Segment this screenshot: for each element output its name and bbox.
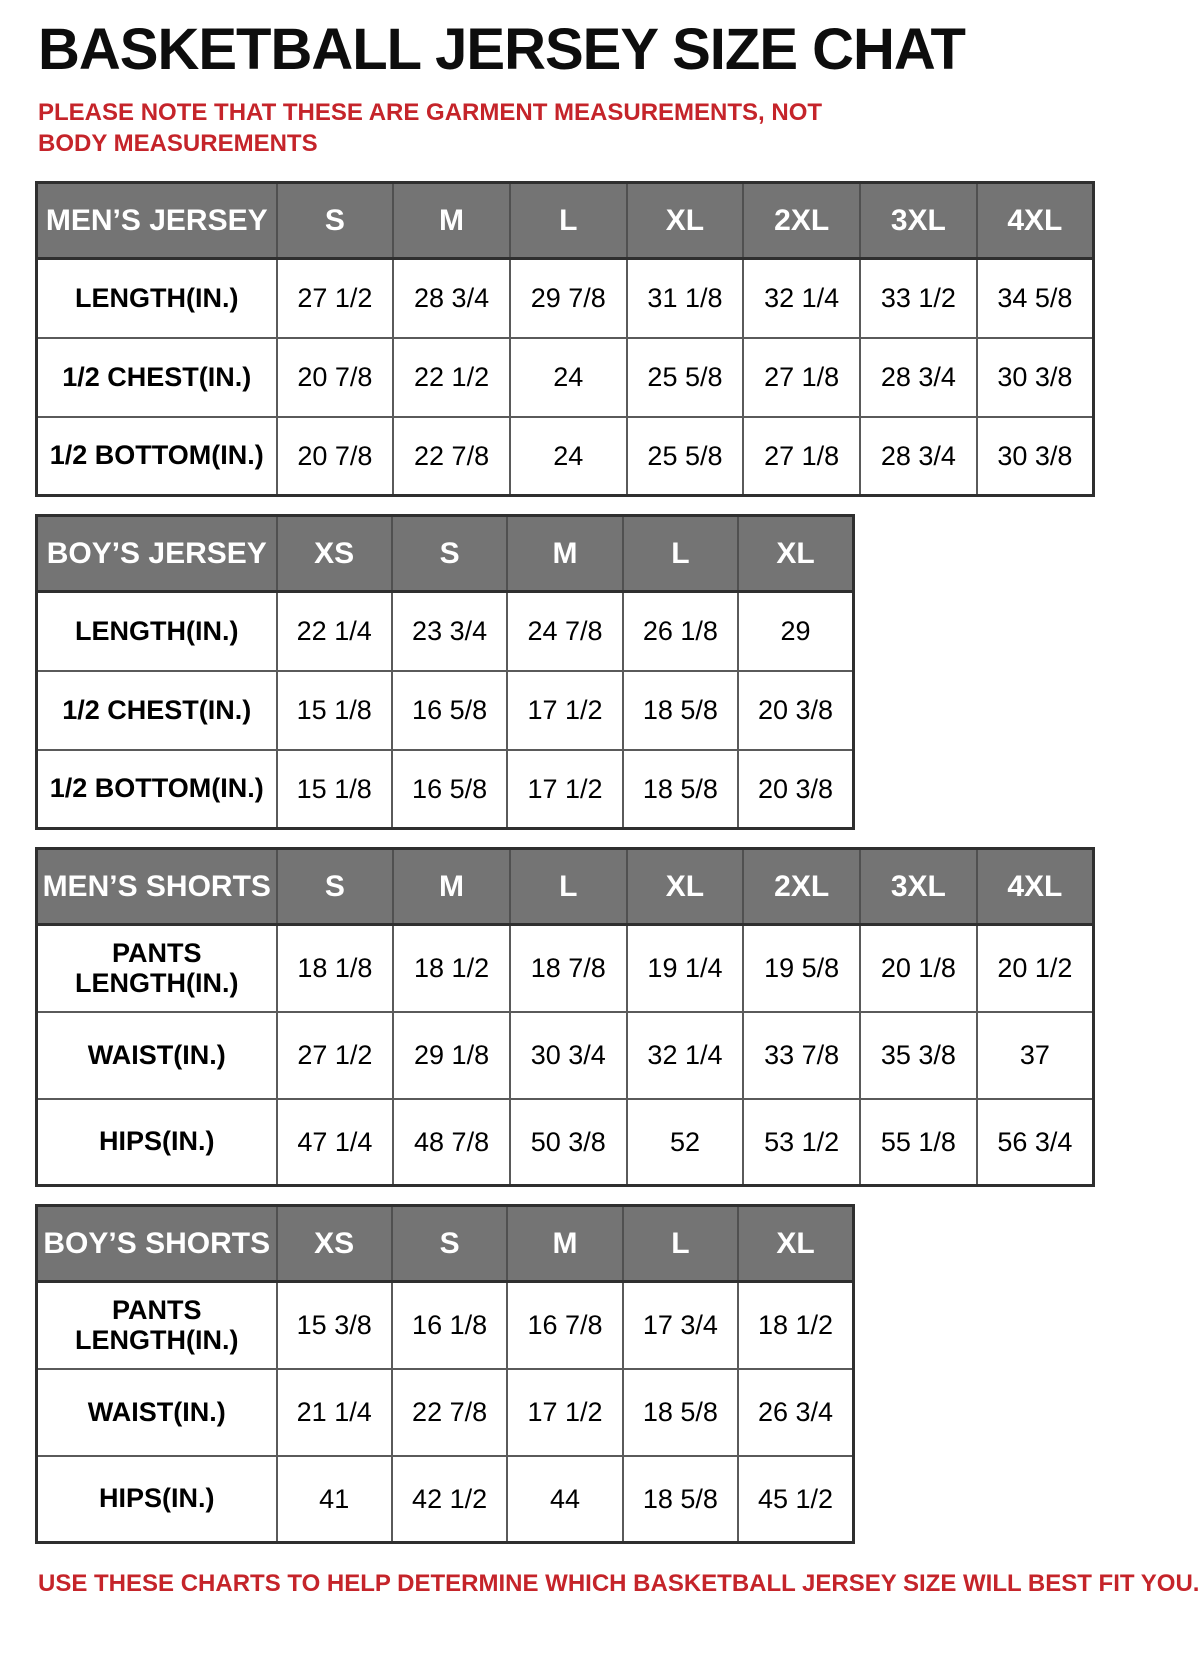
- measurement-cell: 19 1/4: [627, 925, 744, 1012]
- mens-jersey-table-body: [37, 259, 1094, 496]
- size-header-cell: M: [393, 183, 510, 259]
- measurement-cell: 17 1/2: [507, 671, 622, 750]
- measurement-cell: 45 1/2: [738, 1456, 853, 1543]
- size-header-cell: XL: [627, 849, 744, 925]
- table-title-cell: MEN’S JERSEY: [37, 183, 277, 259]
- table-title-cell: BOY’S JERSEY: [37, 516, 277, 592]
- measurement-cell: 16 7/8: [507, 1282, 622, 1369]
- size-chart-page: [35, 16, 1200, 1598]
- measurement-cell: 22 7/8: [393, 417, 510, 496]
- measurement-cell: 24: [510, 338, 627, 417]
- boys-jersey-table-body: [37, 592, 854, 829]
- measurement-cell: 20 1/2: [977, 925, 1094, 1012]
- size-header-cell: 2XL: [743, 183, 860, 259]
- measurement-cell: 16 5/8: [392, 750, 507, 829]
- measurement-cell: 26 3/4: [738, 1369, 853, 1456]
- table-row: [37, 1456, 854, 1543]
- size-header-cell: XS: [277, 1206, 392, 1282]
- measurement-cell: 15 3/8: [277, 1282, 392, 1369]
- table-row: [37, 1099, 1094, 1186]
- measurement-cell: 18 1/2: [393, 925, 510, 1012]
- row-label-cell: 1/2 BOTTOM(IN.): [37, 417, 277, 496]
- measurement-cell: 20 3/8: [738, 750, 853, 829]
- measurement-cell: 37: [977, 1012, 1094, 1099]
- boys-shorts-table-body: [37, 1282, 854, 1543]
- size-header-cell: M: [507, 1206, 622, 1282]
- boys-shorts-table-head: [37, 1206, 854, 1282]
- mens-shorts-table-head: [37, 849, 1094, 925]
- measurement-cell: 27 1/2: [277, 259, 394, 338]
- measurement-cell: 18 1/2: [738, 1282, 853, 1369]
- size-header-cell: 3XL: [860, 849, 977, 925]
- measurement-cell: 32 1/4: [743, 259, 860, 338]
- size-header-cell: XL: [738, 1206, 853, 1282]
- measurement-cell: 41: [277, 1456, 392, 1543]
- measurement-cell: 34 5/8: [977, 259, 1094, 338]
- measurement-cell: 16 1/8: [392, 1282, 507, 1369]
- measurement-cell: 15 1/8: [277, 671, 392, 750]
- measurement-cell: 55 1/8: [860, 1099, 977, 1186]
- mens-jersey-table-head: [37, 183, 1094, 259]
- measurement-cell: 22 1/2: [393, 338, 510, 417]
- measurement-cell: 20 1/8: [860, 925, 977, 1012]
- table-row: [37, 1012, 1094, 1099]
- measurement-cell: 18 5/8: [623, 1369, 738, 1456]
- size-header-cell: L: [510, 849, 627, 925]
- table-row: [37, 671, 854, 750]
- table-row: [37, 1282, 854, 1369]
- size-header-cell: M: [393, 849, 510, 925]
- measurement-cell: 42 1/2: [392, 1456, 507, 1543]
- measurement-cell: 17 1/2: [507, 1369, 622, 1456]
- table-title-cell: MEN’S SHORTS: [37, 849, 277, 925]
- boys-shorts-table: [35, 1204, 855, 1544]
- measurement-cell: 30 3/8: [977, 338, 1094, 417]
- table-row: [37, 925, 1094, 1012]
- size-header-cell: XS: [277, 516, 392, 592]
- table-row: [37, 338, 1094, 417]
- measurement-cell: 35 3/8: [860, 1012, 977, 1099]
- measurement-cell: 15 1/8: [277, 750, 392, 829]
- measurement-cell: 27 1/8: [743, 417, 860, 496]
- size-header-cell: S: [392, 1206, 507, 1282]
- mens-jersey-table: [35, 181, 1095, 497]
- size-header-cell: XL: [627, 183, 744, 259]
- row-label-cell: PANTS LENGTH(IN.): [37, 925, 277, 1012]
- size-header-cell: S: [277, 849, 394, 925]
- measurement-cell: 19 5/8: [743, 925, 860, 1012]
- header-row: [37, 1206, 854, 1282]
- measurement-cell: 16 5/8: [392, 671, 507, 750]
- size-header-cell: S: [392, 516, 507, 592]
- measurement-cell: 53 1/2: [743, 1099, 860, 1186]
- measurement-cell: 28 3/4: [860, 417, 977, 496]
- measurement-cell: 22 7/8: [392, 1369, 507, 1456]
- row-label-cell: HIPS(IN.): [37, 1456, 277, 1543]
- measurement-cell: 50 3/8: [510, 1099, 627, 1186]
- measurement-cell: 29: [738, 592, 853, 671]
- size-header-cell: 2XL: [743, 849, 860, 925]
- measurement-cell: 32 1/4: [627, 1012, 744, 1099]
- measurement-cell: 18 5/8: [623, 750, 738, 829]
- row-label-cell: 1/2 CHEST(IN.): [37, 338, 277, 417]
- measurement-cell: 56 3/4: [977, 1099, 1094, 1186]
- row-label-cell: LENGTH(IN.): [37, 259, 277, 338]
- row-label-cell: 1/2 CHEST(IN.): [37, 671, 277, 750]
- header-row: [37, 183, 1094, 259]
- measurement-cell: 25 5/8: [627, 338, 744, 417]
- boys-jersey-table-head: [37, 516, 854, 592]
- measurement-cell: 27 1/8: [743, 338, 860, 417]
- measurement-cell: 30 3/4: [510, 1012, 627, 1099]
- row-label-cell: LENGTH(IN.): [37, 592, 277, 671]
- measurement-cell: 20 3/8: [738, 671, 853, 750]
- garment-measurements-note: PLEASE NOTE THAT THESE ARE GARMENT MEASUREMENTS, NOT BODY MEASUREMENTS: [38, 99, 823, 158]
- size-header-cell: M: [507, 516, 622, 592]
- measurement-cell: 47 1/4: [277, 1099, 394, 1186]
- measurement-cell: 25 5/8: [627, 417, 744, 496]
- table-row: [37, 592, 854, 671]
- boys-jersey-table: [35, 514, 855, 830]
- measurement-cell: 27 1/2: [277, 1012, 394, 1099]
- row-label-cell: WAIST(IN.): [37, 1369, 277, 1456]
- footer-note: USE THESE CHARTS TO HELP DETERMINE WHICH BASKETBALL JERSEY SIZE WILL BEST FIT YOU.: [38, 1570, 1200, 1598]
- measurement-cell: 23 3/4: [392, 592, 507, 671]
- mens-shorts-table: [35, 847, 1095, 1187]
- size-header-cell: 4XL: [977, 849, 1094, 925]
- measurement-cell: 28 3/4: [393, 259, 510, 338]
- measurement-cell: 17 1/2: [507, 750, 622, 829]
- mens-shorts-table-body: [37, 925, 1094, 1186]
- table-row: [37, 417, 1094, 496]
- measurement-cell: 17 3/4: [623, 1282, 738, 1369]
- measurement-cell: 22 1/4: [277, 592, 392, 671]
- table-row: [37, 259, 1094, 338]
- measurement-cell: 24: [510, 417, 627, 496]
- measurement-cell: 33 1/2: [860, 259, 977, 338]
- measurement-cell: 48 7/8: [393, 1099, 510, 1186]
- measurement-cell: 29 7/8: [510, 259, 627, 338]
- measurement-cell: 30 3/8: [977, 417, 1094, 496]
- table-row: [37, 750, 854, 829]
- measurement-cell: 18 5/8: [623, 1456, 738, 1543]
- measurement-cell: 29 1/8: [393, 1012, 510, 1099]
- size-header-cell: 4XL: [977, 183, 1094, 259]
- header-row: [37, 849, 1094, 925]
- measurement-cell: 18 5/8: [623, 671, 738, 750]
- size-header-cell: S: [277, 183, 394, 259]
- page-title: BASKETBALL JERSEY SIZE CHAT: [38, 17, 965, 82]
- measurement-cell: 28 3/4: [860, 338, 977, 417]
- measurement-cell: 31 1/8: [627, 259, 744, 338]
- measurement-cell: 21 1/4: [277, 1369, 392, 1456]
- row-label-cell: PANTS LENGTH(IN.): [37, 1282, 277, 1369]
- measurement-cell: 20 7/8: [277, 338, 394, 417]
- measurement-cell: 18 7/8: [510, 925, 627, 1012]
- table-row: [37, 1369, 854, 1456]
- measurement-cell: 52: [627, 1099, 744, 1186]
- size-header-cell: XL: [738, 516, 853, 592]
- size-header-cell: L: [623, 1206, 738, 1282]
- row-label-cell: WAIST(IN.): [37, 1012, 277, 1099]
- table-title-cell: BOY’S SHORTS: [37, 1206, 277, 1282]
- size-header-cell: L: [623, 516, 738, 592]
- header-row: [37, 516, 854, 592]
- size-header-cell: 3XL: [860, 183, 977, 259]
- measurement-cell: 18 1/8: [277, 925, 394, 1012]
- measurement-cell: 33 7/8: [743, 1012, 860, 1099]
- measurement-cell: 24 7/8: [507, 592, 622, 671]
- measurement-cell: 20 7/8: [277, 417, 394, 496]
- measurement-cell: 44: [507, 1456, 622, 1543]
- measurement-cell: 26 1/8: [623, 592, 738, 671]
- row-label-cell: HIPS(IN.): [37, 1099, 277, 1186]
- row-label-cell: 1/2 BOTTOM(IN.): [37, 750, 277, 829]
- size-header-cell: L: [510, 183, 627, 259]
